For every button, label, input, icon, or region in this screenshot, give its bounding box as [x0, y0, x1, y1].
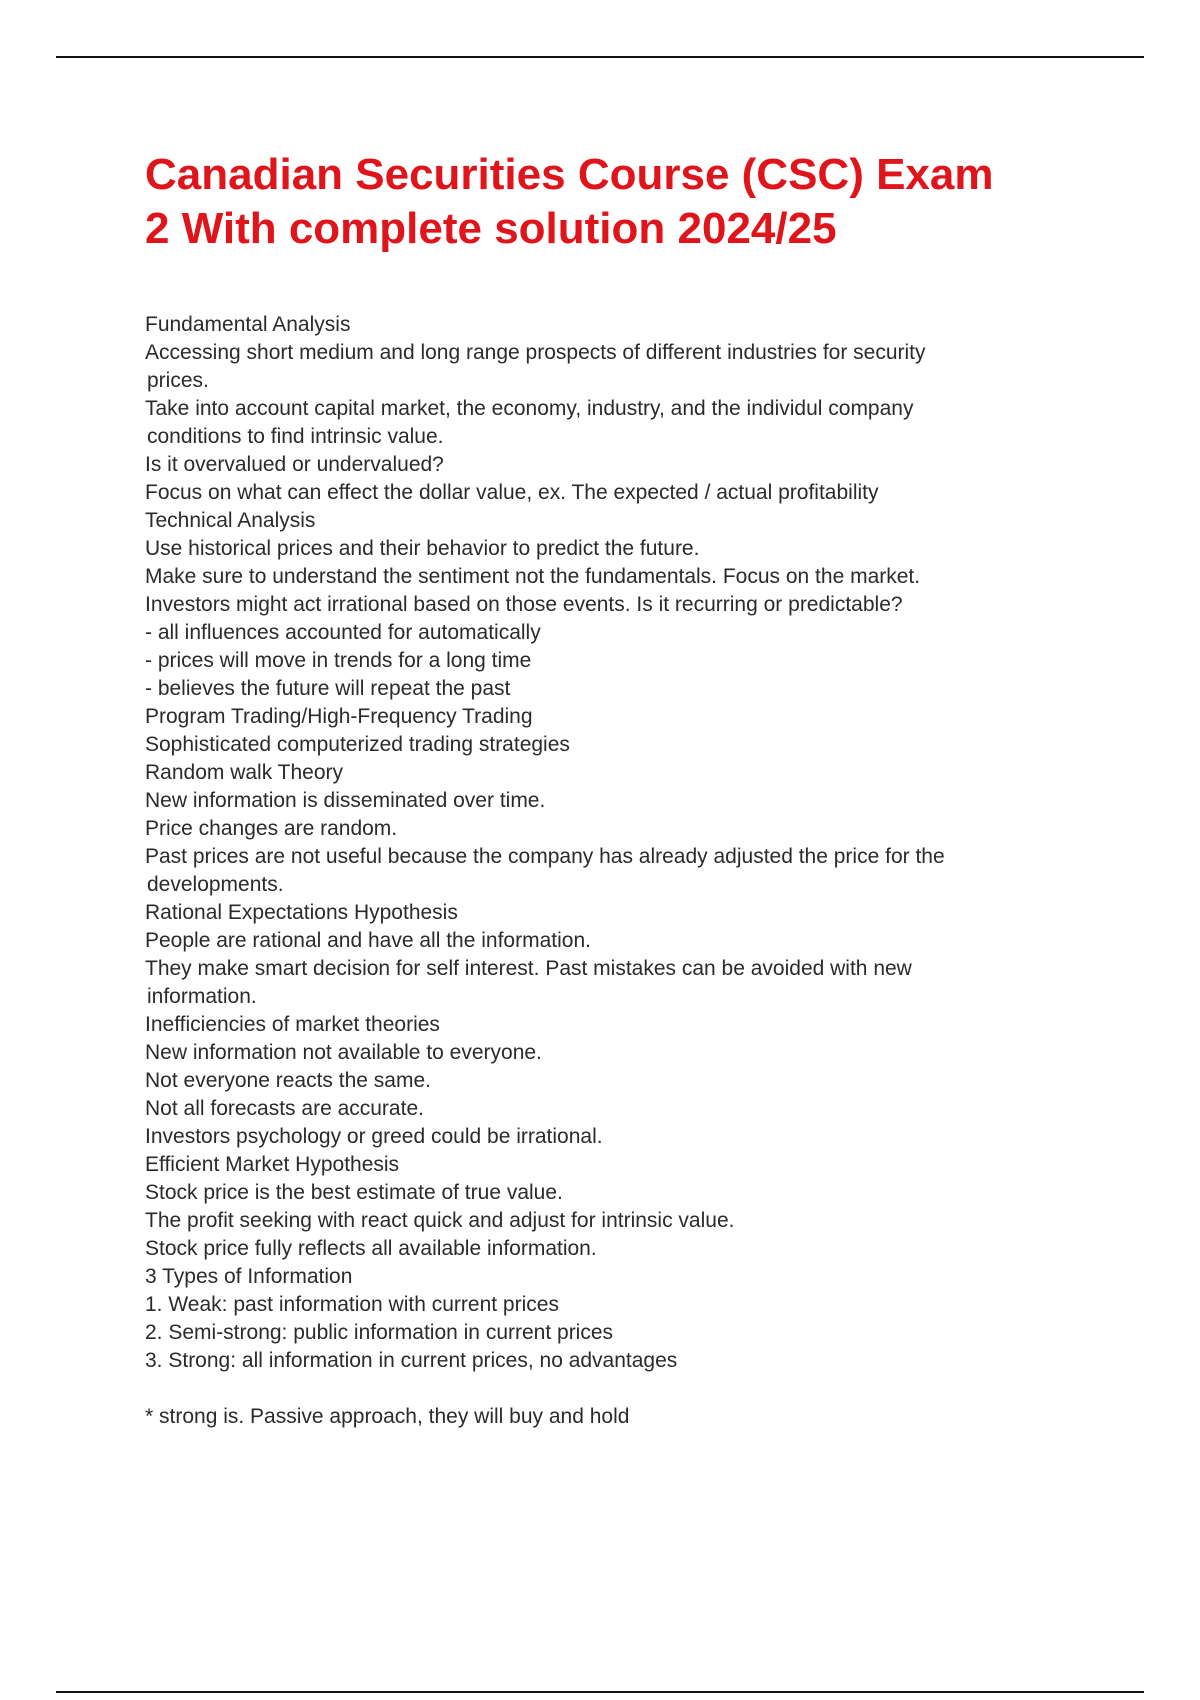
top-divider [56, 56, 1144, 58]
heading-rational-expectations: Rational Expectations Hypothesis [145, 901, 458, 924]
text-line: Stock price is the best estimate of true value. [145, 1181, 563, 1204]
numbered-line: 2. Semi-strong: public information in current prices [145, 1321, 614, 1344]
text-line: conditions to find intrinsic value. [147, 425, 444, 448]
text-line: People are rational and have all the information. [145, 929, 591, 952]
text-line: Price changes are random. [145, 817, 398, 840]
text-line: Investors psychology or greed could be irrational. [145, 1125, 603, 1148]
title-line-2: 2 With complete solution 2024/25 [145, 204, 837, 253]
text-line: They make smart decision for self interest. Past mistakes can be avoided with new [145, 957, 912, 980]
bullet-line: - prices will move in trends for a long time [145, 649, 532, 672]
numbered-line: 3. Strong: all information in current prices, no advantages [145, 1349, 678, 1372]
text-line: prices. [147, 369, 209, 392]
bottom-divider [56, 1691, 1144, 1693]
heading-technical-analysis: Technical Analysis [145, 509, 316, 532]
text-line: developments. [147, 873, 284, 896]
text-line: Stock price fully reflects all available information. [145, 1237, 597, 1260]
blank-line [145, 1375, 1045, 1403]
text-line: Accessing short medium and long range prospects of different industries for security [145, 341, 926, 364]
heading-fundamental-analysis: Fundamental Analysis [145, 313, 351, 336]
heading-program-trading: Program Trading/High-Frequency Trading [145, 705, 533, 728]
bullet-line: - believes the future will repeat the past [145, 677, 511, 700]
text-line: Not everyone reacts the same. [145, 1069, 431, 1092]
heading-types-of-information: 3 Types of Information [145, 1265, 353, 1288]
document-title [145, 148, 1145, 256]
text-line: Take into account capital market, the economy, industry, and the individul company [145, 397, 914, 420]
text-line: Not all forecasts are accurate. [145, 1097, 424, 1120]
numbered-line: 1. Weak: past information with current prices [145, 1293, 559, 1316]
text-line: The profit seeking with react quick and adjust for intrinsic value. [145, 1209, 735, 1232]
heading-inefficiencies: Inefficiencies of market theories [145, 1013, 440, 1036]
text-line: Is it overvalued or undervalued? [145, 453, 444, 476]
text-line: Past prices are not useful because the company has already adjusted the price for the [145, 845, 945, 868]
text-line: New information is disseminated over time. [145, 789, 546, 812]
text-line: information. [147, 985, 257, 1008]
bullet-line: - all influences accounted for automatically [145, 621, 541, 644]
text-line: Make sure to understand the sentiment not the fundamentals. Focus on the market. [145, 565, 921, 588]
text-line: New information not available to everyone. [145, 1041, 542, 1064]
note-line: * strong is. Passive approach, they will buy and hold [145, 1405, 630, 1428]
document-body [145, 311, 1045, 1431]
text-line: Sophisticated computerized trading strategies [145, 733, 570, 756]
text-line: Investors might act irrational based on those events. Is it recurring or predictable? [145, 593, 903, 616]
text-line: Focus on what can effect the dollar value, ex. The expected / actual profitability [145, 481, 879, 504]
heading-random-walk-theory: Random walk Theory [145, 761, 344, 784]
heading-efficient-market-hypothesis: Efficient Market Hypothesis [145, 1153, 400, 1176]
title-line-1: Canadian Securities Course (CSC) Exam [145, 150, 994, 199]
text-line: Use historical prices and their behavior to predict the future. [145, 537, 700, 560]
